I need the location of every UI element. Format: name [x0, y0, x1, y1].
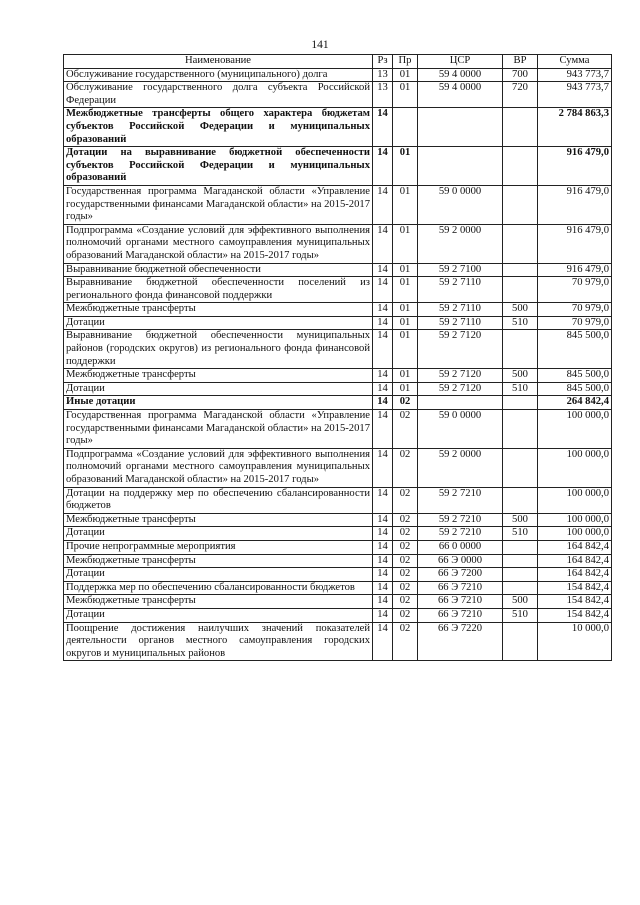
- table-row: [64, 396, 612, 410]
- table-row: [64, 330, 612, 369]
- cell-name: Выравнивание бюджетной обеспеченности муниципальных районов (городских округов) из регионального фонда финансовой поддержки: [64, 330, 373, 369]
- header-pr: Пр: [393, 55, 418, 69]
- cell-vr: 510: [503, 608, 538, 622]
- table-row: [64, 487, 612, 513]
- cell-rz: 14: [373, 303, 393, 317]
- cell-rz: 14: [373, 147, 393, 186]
- cell-vr: 510: [503, 527, 538, 541]
- cell-sum: 164 842,4: [538, 568, 612, 582]
- cell-vr: [503, 263, 538, 277]
- cell-sum: 264 842,4: [538, 396, 612, 410]
- cell-pr: 02: [393, 608, 418, 622]
- cell-rz: 14: [373, 487, 393, 513]
- cell-vr: 510: [503, 316, 538, 330]
- cell-vr: [503, 147, 538, 186]
- cell-rz: 14: [373, 224, 393, 263]
- cell-rz: 14: [373, 263, 393, 277]
- cell-pr: 01: [393, 263, 418, 277]
- cell-name: Межбюджетные трансферты: [64, 513, 373, 527]
- table-row: [64, 68, 612, 82]
- cell-rz: 14: [373, 595, 393, 609]
- cell-pr: 01: [393, 68, 418, 82]
- cell-name: Поддержка мер по обеспечению сбалансированности бюджетов: [64, 581, 373, 595]
- cell-name: Межбюджетные трансферты: [64, 369, 373, 383]
- table-row: [64, 82, 612, 108]
- cell-csr: 66 0 0000: [418, 540, 503, 554]
- cell-pr: 01: [393, 330, 418, 369]
- cell-sum: 100 000,0: [538, 448, 612, 487]
- header-name: Наименование: [64, 55, 373, 69]
- cell-vr: [503, 581, 538, 595]
- cell-pr: 02: [393, 527, 418, 541]
- cell-csr: 59 4 0000: [418, 82, 503, 108]
- cell-rz: 14: [373, 108, 393, 147]
- header-csr: ЦСР: [418, 55, 503, 69]
- cell-vr: [503, 540, 538, 554]
- cell-vr: 500: [503, 303, 538, 317]
- cell-pr: 01: [393, 382, 418, 396]
- cell-csr: 59 2 7210: [418, 513, 503, 527]
- cell-pr: 02: [393, 568, 418, 582]
- cell-csr: 66 Э 7210: [418, 595, 503, 609]
- cell-vr: 720: [503, 82, 538, 108]
- cell-vr: [503, 622, 538, 661]
- cell-csr: 59 0 0000: [418, 410, 503, 449]
- budget-table: [63, 54, 612, 661]
- cell-vr: 700: [503, 68, 538, 82]
- cell-name: Обслуживание государственного (муниципального) долга: [64, 68, 373, 82]
- cell-name: Подпрограмма «Создание условий для эффективного выполнения полномочий органами местного самоуправления муниципальных образований Магаданской области» на 2015-2017 годы»: [64, 224, 373, 263]
- cell-pr: 01: [393, 277, 418, 303]
- cell-vr: [503, 396, 538, 410]
- cell-sum: 943 773,7: [538, 68, 612, 82]
- cell-csr: [418, 147, 503, 186]
- cell-name: Межбюджетные трансферты: [64, 595, 373, 609]
- cell-rz: 14: [373, 410, 393, 449]
- cell-pr: 02: [393, 540, 418, 554]
- cell-csr: 59 2 0000: [418, 224, 503, 263]
- cell-name: Обслуживание государственного долга субъекта Российской Федерации: [64, 82, 373, 108]
- cell-rz: 14: [373, 581, 393, 595]
- cell-vr: 500: [503, 369, 538, 383]
- cell-pr: 02: [393, 554, 418, 568]
- cell-csr: 59 2 0000: [418, 448, 503, 487]
- table-row: [64, 108, 612, 147]
- cell-name: Межбюджетные трансферты: [64, 303, 373, 317]
- cell-rz: 13: [373, 68, 393, 82]
- cell-vr: 510: [503, 382, 538, 396]
- header-vr: ВР: [503, 55, 538, 69]
- cell-vr: [503, 568, 538, 582]
- cell-csr: [418, 108, 503, 147]
- cell-csr: 66 Э 0000: [418, 554, 503, 568]
- table-row: [64, 185, 612, 224]
- cell-name: Государственная программа Магаданской области «Управление государственными финансами Магаданской области» на 2015-2017 годы»: [64, 185, 373, 224]
- cell-sum: 154 842,4: [538, 581, 612, 595]
- cell-sum: 2 784 863,3: [538, 108, 612, 147]
- table-row: [64, 382, 612, 396]
- table-row: [64, 554, 612, 568]
- table-row: [64, 595, 612, 609]
- cell-sum: 845 500,0: [538, 330, 612, 369]
- cell-rz: 14: [373, 369, 393, 383]
- cell-sum: 70 979,0: [538, 303, 612, 317]
- cell-name: Поощрение достижения наилучших значений показателей деятельности органов местного самоуправления городских округов и муниципальных районов: [64, 622, 373, 661]
- table-row: [64, 622, 612, 661]
- cell-sum: 100 000,0: [538, 527, 612, 541]
- cell-pr: [393, 108, 418, 147]
- table-row: [64, 568, 612, 582]
- cell-csr: 59 4 0000: [418, 68, 503, 82]
- cell-rz: 14: [373, 554, 393, 568]
- cell-csr: 66 Э 7210: [418, 608, 503, 622]
- cell-name: Государственная программа Магаданской области «Управление государственными финансами Магаданской области» на 2015-2017 годы»: [64, 410, 373, 449]
- cell-rz: 14: [373, 622, 393, 661]
- table-row: [64, 224, 612, 263]
- cell-sum: 845 500,0: [538, 369, 612, 383]
- cell-csr: 59 0 0000: [418, 185, 503, 224]
- table-row: [64, 303, 612, 317]
- cell-sum: 100 000,0: [538, 410, 612, 449]
- cell-name: Дотации: [64, 527, 373, 541]
- cell-pr: 01: [393, 224, 418, 263]
- cell-vr: [503, 224, 538, 263]
- cell-sum: 100 000,0: [538, 487, 612, 513]
- cell-csr: 59 2 7210: [418, 487, 503, 513]
- table-row: [64, 540, 612, 554]
- cell-csr: 59 2 7120: [418, 382, 503, 396]
- cell-pr: 02: [393, 396, 418, 410]
- cell-pr: 01: [393, 303, 418, 317]
- cell-csr: [418, 396, 503, 410]
- table-row: [64, 147, 612, 186]
- cell-sum: 70 979,0: [538, 277, 612, 303]
- cell-name: Дотации: [64, 316, 373, 330]
- cell-sum: 154 842,4: [538, 608, 612, 622]
- cell-name: Выравнивание бюджетной обеспеченности: [64, 263, 373, 277]
- cell-csr: 59 2 7110: [418, 277, 503, 303]
- cell-pr: 01: [393, 369, 418, 383]
- cell-rz: 14: [373, 396, 393, 410]
- cell-vr: [503, 185, 538, 224]
- cell-rz: 14: [373, 568, 393, 582]
- cell-vr: [503, 277, 538, 303]
- cell-rz: 14: [373, 448, 393, 487]
- table-row: [64, 316, 612, 330]
- cell-vr: 500: [503, 595, 538, 609]
- table-row: [64, 581, 612, 595]
- cell-vr: [503, 554, 538, 568]
- table-row: [64, 608, 612, 622]
- cell-sum: 70 979,0: [538, 316, 612, 330]
- table-body: [64, 68, 612, 661]
- cell-name: Дотации на выравнивание бюджетной обеспеченности субъектов Российской Федерации и муниципальных образований: [64, 147, 373, 186]
- cell-pr: 02: [393, 595, 418, 609]
- cell-sum: 916 479,0: [538, 224, 612, 263]
- cell-rz: 14: [373, 382, 393, 396]
- cell-name: Выравнивание бюджетной обеспеченности поселений из регионального фонда финансовой поддержки: [64, 277, 373, 303]
- table-row: [64, 513, 612, 527]
- table-row: [64, 410, 612, 449]
- cell-pr: 02: [393, 622, 418, 661]
- cell-name: Иные дотации: [64, 396, 373, 410]
- cell-name: Дотации: [64, 608, 373, 622]
- cell-sum: 164 842,4: [538, 540, 612, 554]
- cell-rz: 14: [373, 540, 393, 554]
- cell-csr: 59 2 7120: [418, 330, 503, 369]
- cell-vr: [503, 448, 538, 487]
- cell-name: Подпрограмма «Создание условий для эффективного выполнения полномочий органами местного самоуправления муниципальных образований Магаданской области» на 2015-2017 годы»: [64, 448, 373, 487]
- cell-sum: 100 000,0: [538, 513, 612, 527]
- table-row: [64, 277, 612, 303]
- cell-sum: 10 000,0: [538, 622, 612, 661]
- cell-pr: 01: [393, 147, 418, 186]
- cell-rz: 14: [373, 513, 393, 527]
- cell-csr: 59 2 7210: [418, 527, 503, 541]
- cell-vr: [503, 108, 538, 147]
- cell-pr: 02: [393, 581, 418, 595]
- table-header-row: [64, 55, 612, 69]
- cell-csr: 66 Э 7200: [418, 568, 503, 582]
- cell-name: Дотации на поддержку мер по обеспечению сбалансированности бюджетов: [64, 487, 373, 513]
- cell-sum: 916 479,0: [538, 263, 612, 277]
- cell-rz: 14: [373, 608, 393, 622]
- page-number: 141: [311, 39, 329, 51]
- cell-csr: 59 2 7110: [418, 303, 503, 317]
- cell-vr: [503, 330, 538, 369]
- cell-vr: [503, 487, 538, 513]
- table-row: [64, 263, 612, 277]
- cell-pr: 01: [393, 316, 418, 330]
- cell-pr: 02: [393, 410, 418, 449]
- cell-sum: 154 842,4: [538, 595, 612, 609]
- cell-rz: 14: [373, 527, 393, 541]
- cell-rz: 14: [373, 316, 393, 330]
- cell-sum: 916 479,0: [538, 185, 612, 224]
- cell-rz: 14: [373, 185, 393, 224]
- table-row: [64, 527, 612, 541]
- cell-pr: 01: [393, 185, 418, 224]
- cell-csr: 59 2 7110: [418, 316, 503, 330]
- cell-rz: 14: [373, 277, 393, 303]
- cell-vr: 500: [503, 513, 538, 527]
- header-sum: Сумма: [538, 55, 612, 69]
- cell-name: Межбюджетные трансферты общего характера бюджетам субъектов Российской Федерации и муниципальных образований: [64, 108, 373, 147]
- header-rz: Рз: [373, 55, 393, 69]
- cell-pr: 01: [393, 82, 418, 108]
- cell-sum: 916 479,0: [538, 147, 612, 186]
- cell-csr: 66 Э 7220: [418, 622, 503, 661]
- cell-name: Межбюджетные трансферты: [64, 554, 373, 568]
- cell-sum: 164 842,4: [538, 554, 612, 568]
- cell-csr: 66 Э 7210: [418, 581, 503, 595]
- cell-name: Прочие непрограммные мероприятия: [64, 540, 373, 554]
- table-row: [64, 448, 612, 487]
- cell-csr: 59 2 7100: [418, 263, 503, 277]
- cell-pr: 02: [393, 448, 418, 487]
- table-row: [64, 369, 612, 383]
- cell-sum: 845 500,0: [538, 382, 612, 396]
- cell-name: Дотации: [64, 568, 373, 582]
- cell-rz: 14: [373, 330, 393, 369]
- cell-sum: 943 773,7: [538, 82, 612, 108]
- cell-csr: 59 2 7120: [418, 369, 503, 383]
- cell-pr: 02: [393, 487, 418, 513]
- cell-name: Дотации: [64, 382, 373, 396]
- cell-pr: 02: [393, 513, 418, 527]
- cell-rz: 13: [373, 82, 393, 108]
- cell-vr: [503, 410, 538, 449]
